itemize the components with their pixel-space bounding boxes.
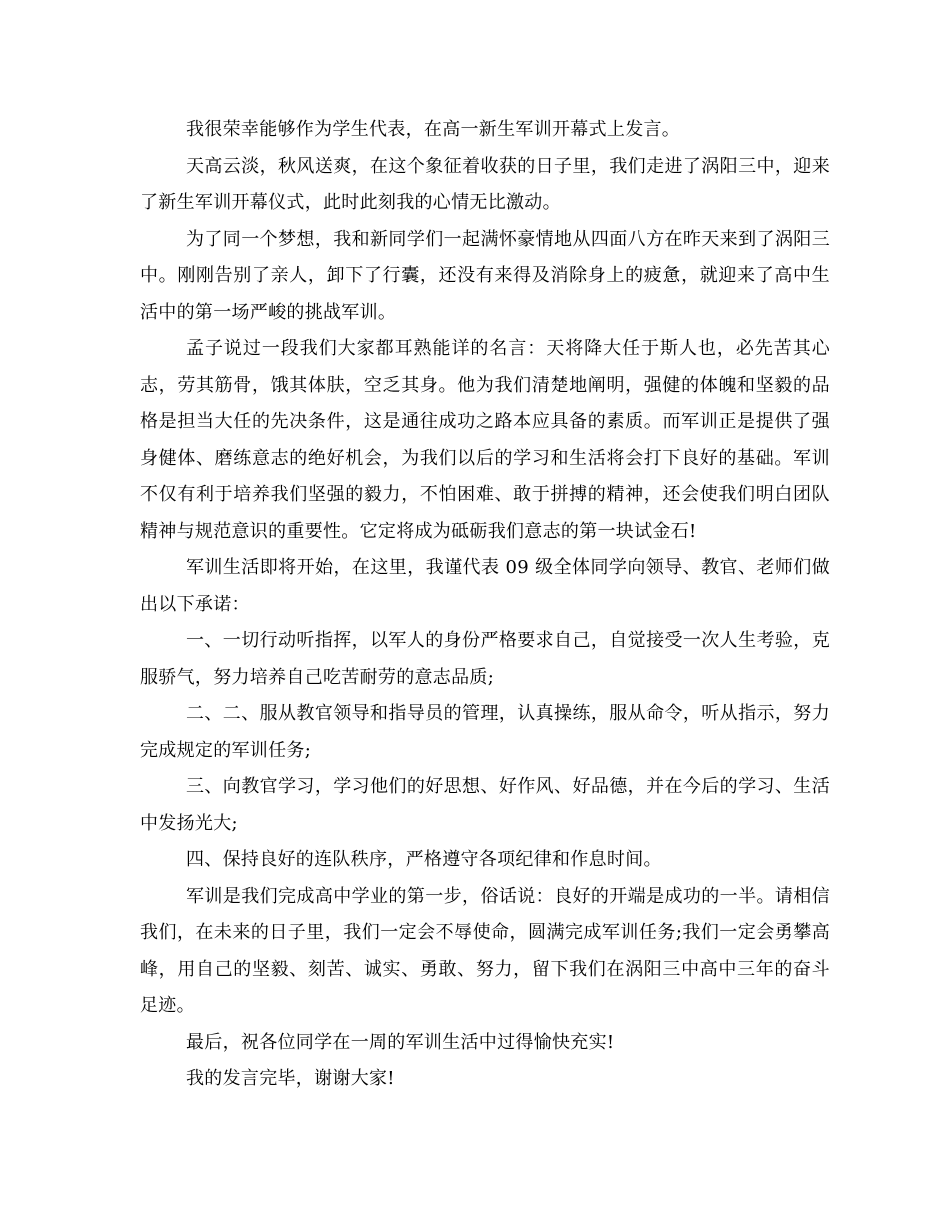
paragraph-pledge-1: 一、一切行动听指挥，以军人的身份严格要求自己，自觉接受一次人生考验，克服骄气，努力培养自己吃苦耐劳的意志品质;	[140, 630, 830, 688]
paragraph-opening: 我很荣幸能够作为学生代表，在高一新生军训开幕式上发言。	[186, 119, 681, 140]
paragraph-pledge-2: 二、二、服从教官领导和指导员的管理，认真操练，服从命令，听从指示，努力完成规定的军训任务;	[140, 703, 830, 761]
paragraph-season: 天高云淡，秋风送爽，在这个象征着收获的日子里，我们走进了涡阳三中，迎来了新生军训开幕仪式，此时此刻我的心情无比激动。	[140, 155, 830, 213]
document-body	[140, 112, 830, 1098]
paragraph-mencius: 孟子说过一段我们大家都耳熟能详的名言：天将降大任于斯人也，必先苦其心志，劳其筋骨，饿其体肤，空乏其身。他为我们清楚地阐明，强健的体魄和坚毅的品格是担当大任的先决条件，这是通往成功之路本应具备的素质。而军训正是提供了强身健体、磨练意志的绝好机会，为我们以后的学习和生活将会打下良好的基础。军训不仅有利于培养我们坚强的毅力，不怕困难、敢于拼搏的精神，还会使我们明白团队精神与规范意识的重要性。它定将成为砥砺我们意志的第一块试金石!	[140, 338, 830, 542]
paragraph-pledge-3: 三、向教官学习，学习他们的好思想、好作风、好品德，并在今后的学习、生活中发扬光大;	[140, 776, 830, 834]
paragraph-closing: 我的发言完毕，谢谢大家!	[186, 1068, 395, 1089]
paragraph-first-step: 军训是我们完成高中学业的第一步，俗话说：良好的开端是成功的一半。请相信我们，在未来的日子里，我们一定会不辱使命，圆满完成军训任务;我们一定会勇攀高峰，用自己的坚毅、刻苦、诚实、勇敢、努力，留下我们在涡阳三中高中三年的奋斗足迹。	[140, 885, 830, 1016]
paragraph-pledge-intro: 军训生活即将开始，在这里，我谨代表 09 级全体同学向领导、教官、老师们做出以下承诺：	[140, 557, 830, 615]
paragraph-arrival: 为了同一个梦想，我和新同学们一起满怀豪情地从四面八方在昨天来到了涡阳三中。刚刚告别了亲人，卸下了行囊，还没有来得及消除身上的疲惫，就迎来了高中生活中的第一场严峻的挑战军训。	[140, 228, 830, 323]
paragraph-wishes: 最后，祝各位同学在一周的军训生活中过得愉快充实!	[186, 1031, 615, 1053]
paragraph-pledge-4: 四、保持良好的连队秩序，严格遵守各项纪律和作息时间。	[186, 849, 662, 870]
